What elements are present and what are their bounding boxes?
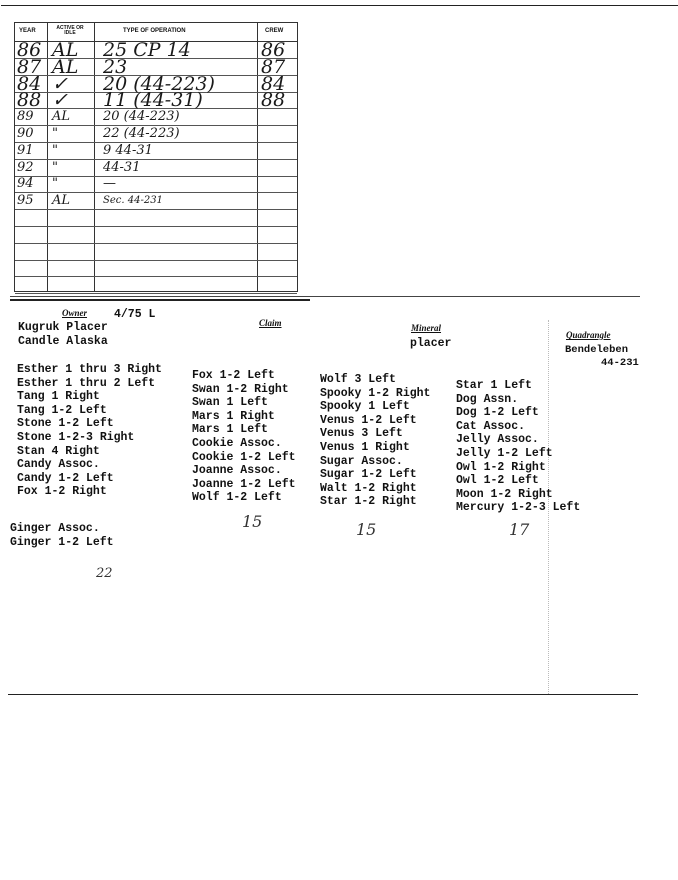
claim-entry: Ginger Assoc.: [10, 522, 100, 535]
ledger-operation-cell: 11 (44-31): [103, 89, 203, 112]
ledger-row: [15, 125, 297, 143]
claim-entry: Stan 4 Right: [17, 444, 100, 458]
claim-entry: Wolf 3 Left: [320, 373, 396, 386]
claim-entry: Star 1-2 Right: [320, 495, 417, 509]
claims-column-3: [320, 373, 430, 509]
claim-entry: Spooky 1 Left: [320, 400, 410, 414]
claim-entry: Cookie Assoc.: [192, 436, 282, 450]
claim-entry: Fox 1-2 Right: [17, 485, 107, 499]
claim-entry: Stone 1-2-3 Right: [17, 430, 135, 444]
mineral-value: placer: [410, 337, 452, 350]
claim-entry: Owl 1-2 Left: [456, 474, 539, 488]
ledger-operation-cell: 20 (44-223): [103, 109, 180, 125]
ledger-crew-cell: 88: [261, 89, 286, 112]
ledger-row: [15, 209, 297, 227]
ledger-year-cell: 92: [17, 159, 34, 175]
ledger-row: [15, 159, 297, 177]
ledger-operation-cell: 23: [103, 55, 128, 78]
tally-count-3: 15: [356, 520, 377, 539]
ledger-crew-cell: 87: [261, 55, 286, 78]
ledger-row: [15, 192, 297, 210]
activity-ledger-table: [14, 22, 298, 292]
ledger-status-cell: ✓: [52, 72, 68, 95]
ledger-year-cell: 88: [17, 89, 42, 112]
ledger-status-cell: ": [52, 126, 58, 141]
header-active: ACTIVE OR IDLE: [56, 25, 84, 36]
claim-entry: Candy Assoc.: [17, 458, 100, 472]
owner-label: Owner: [62, 308, 88, 318]
ledger-row: [15, 89, 297, 112]
ledger-operation-cell: 20 (44-223): [103, 72, 215, 95]
ledger-year-cell: 91: [17, 142, 34, 158]
claim-entry: Cookie 1-2 Left: [192, 450, 296, 464]
ledger-row: [15, 226, 297, 244]
owner-date: 4/75 L: [114, 308, 156, 321]
ledger-row: [15, 142, 297, 160]
ledger-crew-cell: 86: [261, 39, 286, 61]
claim-entry: Esther 1 thru 3 Right: [17, 363, 162, 376]
card-divider: [10, 299, 310, 301]
claims-column-1: [17, 363, 162, 499]
ledger-operation-cell: 25 CP 14: [103, 39, 191, 61]
tally-count-1: 22: [96, 566, 113, 581]
ledger-status-cell: ": [52, 142, 58, 158]
claim-entry: Moon 1-2 Right: [456, 487, 553, 501]
claims-column-4: [456, 379, 580, 515]
quadrangle-number: 44-231: [601, 357, 639, 369]
claim-entry: Sugar 1-2 Left: [320, 468, 417, 482]
card-bottom-edge: [8, 694, 638, 695]
ledger-year-cell: 89: [17, 109, 34, 125]
claim-entry: Wolf 1-2 Left: [192, 491, 282, 505]
claim-entry: Tang 1 Right: [17, 390, 100, 404]
ledger-year-cell: 94: [17, 176, 34, 192]
ledger-operation-cell: 44-31: [103, 159, 141, 175]
owner-line-1: Kugruk Placer: [18, 321, 108, 334]
quadrangle-label: Quadrangle: [566, 330, 611, 340]
claim-entry: Star 1 Left: [456, 379, 532, 392]
ledger-row: [15, 259, 297, 277]
ledger-year-cell: 87: [17, 55, 42, 78]
ledger-status-cell: AL: [52, 109, 71, 125]
header-crew: CREW: [265, 28, 284, 34]
ledger-year-cell: 84: [17, 72, 42, 95]
claims-column-2: [192, 369, 296, 505]
claim-entry: Jelly 1-2 Left: [456, 446, 553, 460]
ledger-row: [15, 108, 297, 126]
tally-count-4: 17: [509, 520, 530, 539]
claim-entry: Swan 1 Left: [192, 396, 268, 410]
claim-entry: Venus 1 Right: [320, 440, 410, 454]
claim-entry: Candy 1-2 Left: [17, 471, 114, 485]
claim-entry: Joanne Assoc.: [192, 464, 282, 478]
claim-entry: Owl 1-2 Right: [456, 460, 546, 474]
ledger-year-cell: 95: [17, 193, 34, 209]
mineral-label: Mineral: [411, 323, 442, 333]
header-operation: TYPE OF OPERATION: [123, 28, 186, 34]
claim-entry: Esther 1 thru 2 Left: [17, 376, 156, 390]
ledger-status-cell: AL: [52, 39, 79, 61]
claim-label: Claim: [259, 318, 282, 328]
ledger-operation-cell: 9 44-31: [103, 142, 153, 158]
ledger-operation-cell: —: [103, 176, 116, 192]
ledger-row: [15, 276, 297, 294]
quadrangle-name: Bendeleben: [565, 344, 629, 356]
claim-entry: Joanne 1-2 Left: [192, 477, 296, 491]
ledger-crew-cell: 84: [261, 72, 286, 95]
card-top-edge: [1, 5, 678, 6]
ledger-status-cell: ✓: [52, 89, 68, 112]
card-divider: [10, 296, 640, 297]
claim-entry: Dog 1-2 Left: [456, 406, 539, 420]
claim-entry: Venus 3 Left: [320, 427, 403, 441]
claim-entry: Cat Assoc.: [456, 419, 526, 433]
owner-line-2: Candle Alaska: [18, 335, 108, 348]
ledger-row: [15, 175, 297, 193]
ledger-year-cell: 86: [17, 39, 42, 61]
claim-entry: Spooky 1-2 Right: [320, 386, 431, 400]
claim-entry: Dog Assn.: [456, 392, 519, 406]
ledger-status-cell: AL: [52, 55, 79, 78]
ledger-status-cell: ": [52, 176, 58, 192]
claim-entry: Venus 1-2 Left: [320, 413, 417, 427]
ledger-year-cell: 90: [17, 126, 34, 141]
tally-count-2: 15: [242, 512, 263, 531]
claim-entry: Jelly Assoc.: [456, 433, 539, 447]
claims-column-1b: [10, 522, 114, 549]
claim-entry: Mercury 1-2-3 Left: [456, 501, 581, 515]
claim-entry: Fox 1-2 Left: [192, 369, 275, 382]
claim-entry: Tang 1-2 Left: [17, 403, 107, 417]
claim-entry: Mars 1 Left: [192, 423, 268, 437]
claim-entry: Walt 1-2 Right: [320, 481, 417, 495]
header-year: YEAR: [19, 28, 36, 34]
ledger-operation-cell: 22 (44-223): [103, 126, 180, 141]
claim-entry: Mars 1 Right: [192, 409, 275, 423]
ledger-status-cell: AL: [52, 193, 71, 209]
claim-entry: Stone 1-2 Left: [17, 417, 114, 431]
ledger-row: [15, 243, 297, 261]
claim-entry: Swan 1-2 Right: [192, 382, 289, 396]
ledger-status-cell: ": [52, 159, 58, 175]
ledger-operation-cell: Sec. 44-231: [103, 195, 163, 207]
claim-entry: Sugar Assoc.: [320, 454, 403, 468]
claim-entry: Ginger 1-2 Left: [10, 535, 114, 549]
